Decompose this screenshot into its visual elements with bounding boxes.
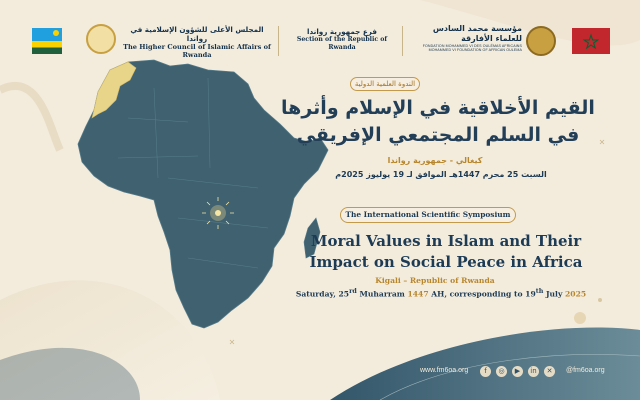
rwanda-council-arabic: المجلس الأعلى للشؤون الإسلامية في رواندا xyxy=(130,25,264,43)
date-text: Saturday, 25 xyxy=(295,289,350,299)
footer xyxy=(420,364,630,380)
foundation-french: FONDATION MOHAMMED VI DES OULÉMAS AFRICAINS xyxy=(422,44,522,48)
website-link[interactable]: www.fm6oa.org xyxy=(420,367,469,374)
rwanda-council-logo-text xyxy=(122,25,272,59)
english-symposium-badge: The International Scientific Symposium xyxy=(340,207,516,223)
morocco-flag-icon xyxy=(572,28,610,54)
foundation-logo-text xyxy=(406,24,522,53)
header-divider xyxy=(278,26,279,56)
date-text: AH, corresponding to 19 xyxy=(428,289,536,299)
date-hijri-year: 1447 xyxy=(407,289,429,299)
date-gregorian-year: 2025 xyxy=(565,289,587,299)
date-ordinal: th xyxy=(535,288,544,295)
foundation-english: MOHAMMED VI FOUNDATION OF AFRICAN OULEMA xyxy=(428,48,522,53)
english-title-line-2: Impact on Social Peace in Africa xyxy=(309,253,583,271)
rwanda-council-english: The Higher Council of Islamic Affairs of Rwanda xyxy=(123,43,271,60)
english-title xyxy=(296,231,596,273)
section-logo-text xyxy=(286,27,398,52)
english-date xyxy=(294,288,588,299)
instagram-icon[interactable]: ◎ xyxy=(496,366,507,377)
linkedin-icon[interactable]: in xyxy=(528,366,539,377)
arabic-title-line-1: القيم الأخلاقية في الإسلام وأثرها xyxy=(281,97,595,119)
youtube-icon[interactable]: ▶ xyxy=(512,366,523,377)
social-handle[interactable]: @fm6oa.org xyxy=(566,367,605,374)
foundation-arabic: مؤسسة محمد السادس للعلماء الأفارقة xyxy=(432,24,522,43)
arabic-title xyxy=(278,94,598,148)
date-ordinal: rd xyxy=(349,288,357,295)
section-arabic: فرع جمهورية رواندا xyxy=(307,27,377,36)
english-city: Kigali – Republic of Rwanda xyxy=(375,276,495,285)
morocco-emblem-icon xyxy=(526,26,556,56)
date-text: Muharram xyxy=(356,289,408,299)
x-icon[interactable]: ✕ xyxy=(544,366,555,377)
facebook-icon[interactable]: f xyxy=(480,366,491,377)
arabic-date: السبت 25 محرم 1447هـ الموافق لـ 19 يوليوز 2025م xyxy=(335,170,547,179)
section-english: Section of the Republic of Rwanda xyxy=(296,36,388,51)
arabic-symposium-badge: الندوة العلمية الدولية xyxy=(350,77,420,91)
english-title-line-1: Moral Values in Islam and Their xyxy=(310,232,582,250)
arabic-city: كيغالي - جمهورية رواندا xyxy=(387,156,483,165)
rwanda-flag-icon xyxy=(32,28,62,54)
arabic-title-line-2: في السلم المجتمعي الإفريقي xyxy=(296,124,580,146)
rwanda-council-emblem-icon xyxy=(86,24,116,54)
date-text: July xyxy=(543,289,565,299)
header-divider xyxy=(402,26,403,56)
